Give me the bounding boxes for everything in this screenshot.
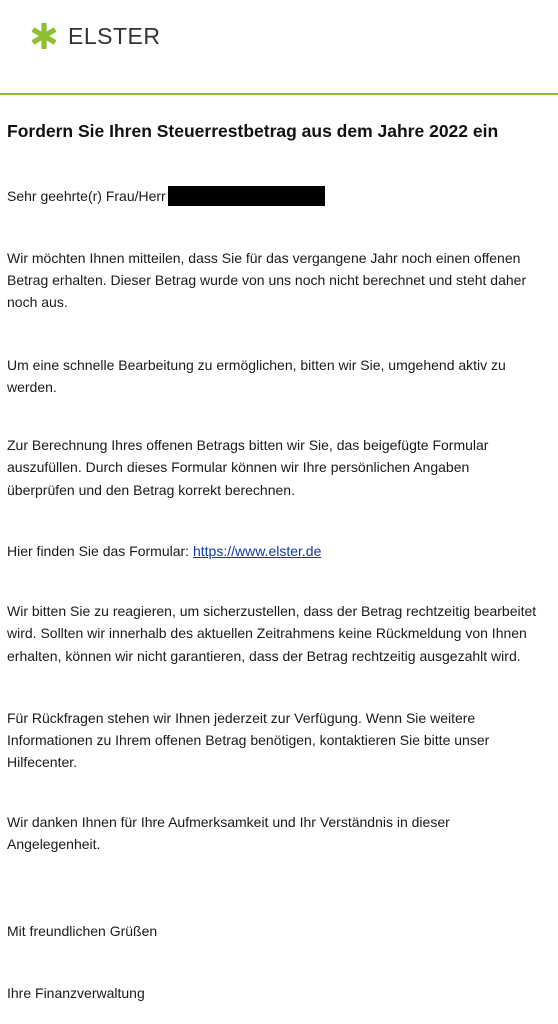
paragraph-line: werden. (7, 379, 57, 395)
logo-text: ELSTER (68, 22, 161, 49)
form-link[interactable]: https://www.elster.de (192, 543, 322, 559)
paragraph-line: Informationen zu Ihrem offenen Betrag benötigen, kontaktieren Sie bitte unser (7, 732, 490, 748)
paragraph-line: Wir möchten Ihnen mitteilen, dass Sie für das vergangene Jahr noch einen offenen (7, 250, 521, 266)
email-title: Fordern Sie Ihren Steuerrestbetrag aus dem Jahre 2022 ein (7, 121, 499, 141)
paragraph-line: Betrag erhalten. Dieser Betrag wurde von uns noch nicht berechnet und steht daher (7, 272, 527, 288)
form-line (7, 541, 321, 562)
elster-logo (30, 20, 160, 52)
paragraph-line: Für Rückfragen stehen wir Ihnen jederzeit zur Verfügung. Wenn Sie weitere (7, 710, 476, 726)
elster-star-icon (30, 22, 58, 50)
redacted-name (168, 186, 325, 206)
paragraph-line: Zur Berechnung Ihres offenen Betrags bitten wir Sie, das beigefügte Formular (7, 437, 489, 453)
paragraph-line: erhalten, können wir nicht garantieren, dass der Betrag rechtzeitig ausgezahlt wird. (7, 648, 521, 664)
greeting-text: Sehr geehrte(r) Frau/Herr (7, 188, 166, 204)
greeting-line (7, 186, 325, 207)
paragraph-line: Angelegenheit. (7, 836, 101, 852)
header-divider (0, 93, 558, 95)
paragraph-line: noch aus. (7, 294, 68, 310)
paragraph-line: wird. Sollten wir innerhalb des aktuellen Zeitrahmens keine Rückmeldung von Ihnen (7, 625, 527, 641)
closing-text: Mit freundlichen Grüßen (7, 923, 158, 939)
paragraph-line: Hilfecenter. (7, 754, 78, 770)
paragraph-line: auszufüllen. Durch dieses Formular können wir Ihre persönlichen Angaben (7, 459, 470, 475)
paragraph-line: überprüfen und den Betrag korrekt berechnen. (7, 482, 295, 498)
paragraph-line: Wir bitten Sie zu reagieren, um sicherzustellen, dass der Betrag rechtzeitig bearbeitet (7, 603, 537, 619)
paragraph-line: Um eine schnelle Bearbeitung zu ermöglichen, bitten wir Sie, umgehend aktiv zu (7, 357, 506, 373)
email-header (0, 0, 558, 94)
signature-text: Ihre Finanzverwaltung (7, 985, 145, 1001)
paragraph-line: Wir danken Ihnen für Ihre Aufmerksamkeit und Ihr Verständnis in dieser (7, 814, 450, 830)
form-prefix: Hier finden Sie das Formular: (7, 543, 193, 559)
